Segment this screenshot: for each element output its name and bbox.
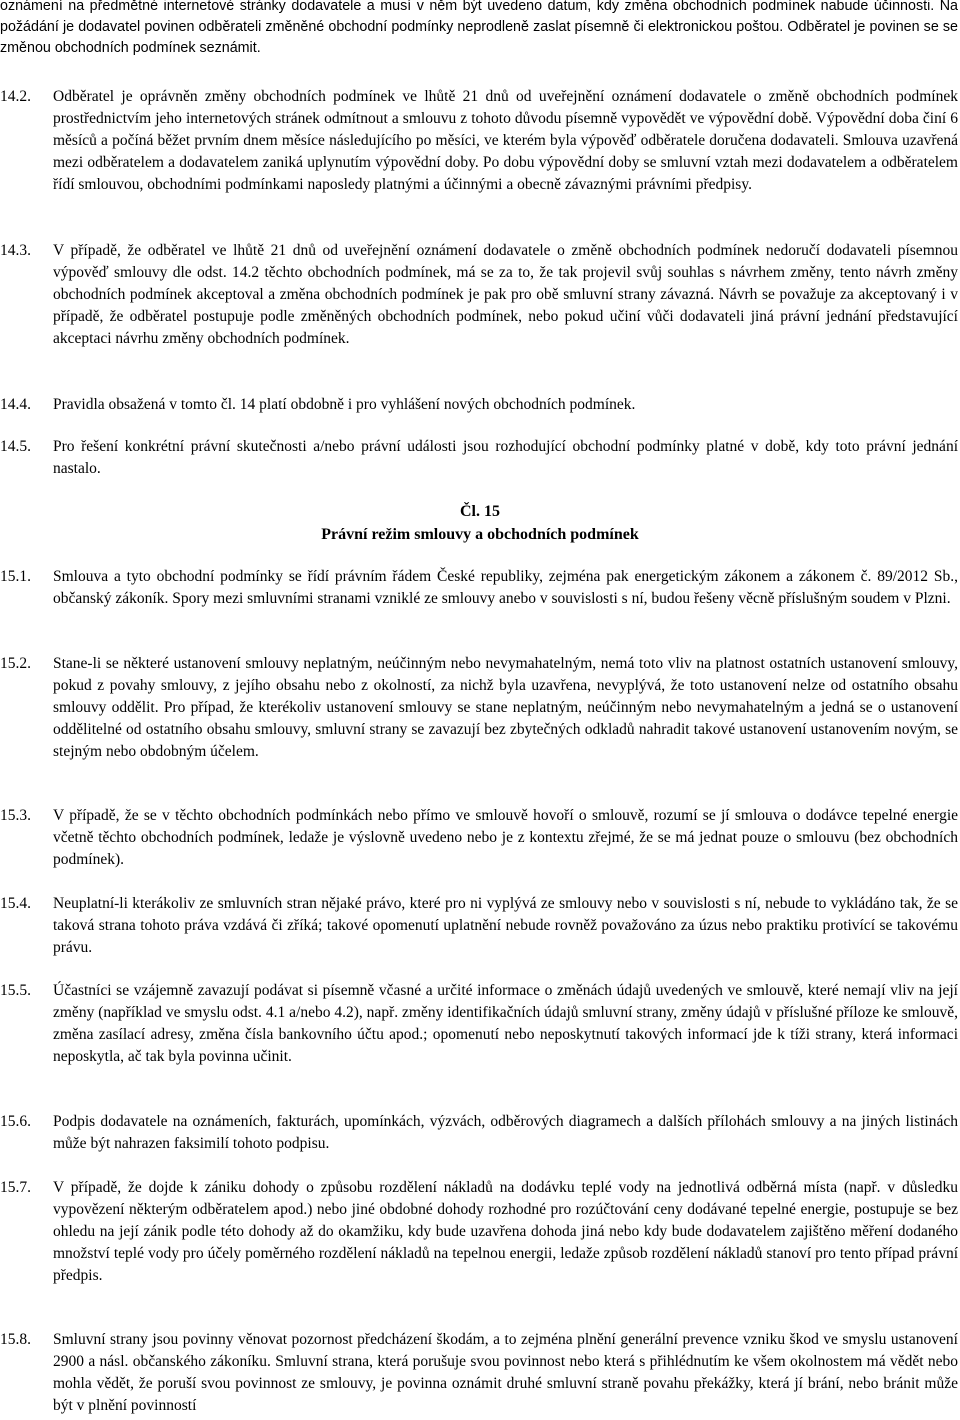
paragraph-text: Smluvní strany jsou povinny věnovat pozornost předcházení škodám, a to zejména plnění generální prevence vzniku škod ve smyslu ustanovení 2900 a násl. občanského zákoníku. Smluvní strana, která porušuje svou povinnost nebo která s přihlédnutím ke všem okolnostem má vědět nebo mohla vědět, že poruší svou povinnost ze smlouvy, je povinna oznámit druhé smluvní straně povahu překážky, která jí brání, nebo bránit může být v plnění povinností [53,1331,958,1414]
paragraph-15-4 [0,893,960,959]
paragraph-text: Neuplatní-li kterákoliv ze smluvních stran nějaké právo, které pro ni vyplývá ze smlouvy nebo v souvislosti s ní, nebude to vykládáno tak, že se taková strana tohoto práva vzdává či zříká; takové opomenutí uplatnění nebude rovněž považováno za úzus nebo praktiku protivící se takovému právu. [53,895,958,956]
paragraph-text: Účastníci se vzájemně zavazují podávat si písemně včasné a určité informace o změnách údajů uvedených ve smlouvě, které nemají vliv na její změny (například ve smyslu odst. 4.1 a/nebo 4.2), např. změny identifikačních údajů smluvní strany, změny údajů v příslušné příloze ke smlouvě, změna zasílací adresy, změna čísla bankovního účtu apod.; opomenutí nebo neposkytnutí takových informací jde k tíži strany, která informaci neposkytla, ač tak byla povinna učinit. [53,982,958,1065]
paragraph-text: V případě, že se v těchto obchodních podmínkách nebo přímo ve smlouvě hovoří o smlouvě, rozumí se jí smlouva o dodávce tepelné energie včetně těchto obchodních podmínek, ledaže je výslovně uvedeno nebo je z kontextu zřejmé, že se má jednat pouze o smlouvu (bez obchodních podmínek). [53,807,958,868]
paragraph-text: Pro řešení konkrétní právní skutečnosti a/nebo právní události jsou rozhodující obchodní podmínky platné v době, kdy toto právní jednání nastalo. [53,438,958,477]
paragraph-number: 15.2. [0,655,31,672]
article-title: Právní režim smlouvy a obchodních podmínek [321,526,639,543]
article-number: Čl. 15 [460,503,500,520]
paragraph-text: Smlouva a tyto obchodní podmínky se řídí právním řádem České republiky, zejména pak energetickým zákonem a zákonem č. 89/2012 Sb., občanský zákoník. Spory mezi smluvními stranami vzniklé ze smlouvy anebo v souvislosti s ní, budou řešeny věcně příslušným soudem v Plzni. [53,568,958,607]
paragraph-15-7 [0,1177,960,1287]
paragraph-number: 14.2. [0,88,31,105]
paragraph-number: 15.8. [0,1331,31,1348]
paragraph-number: 14.3. [0,242,31,259]
paragraph-number: 15.3. [0,807,31,824]
paragraph-15-6 [0,1111,960,1155]
paragraph-15-3 [0,805,960,871]
paragraph-14-2 [0,86,960,196]
paragraph-number: 15.1. [0,568,31,585]
paragraph-number: 15.4. [0,895,31,912]
paragraph-text: Stane-li se některé ustanovení smlouvy neplatným, neúčinným nebo nevymahatelným, nemá toto vliv na platnost ostatních ustanovení smlouvy, pokud z povahy smlouvy, z jejího obsahu nebo z okolností, za nichž byla uzavřena, nevyplývá, že toto ustanovení nelze od ostatního obsahu smlouvy oddělit. Pro případ, že kterékoliv ustanovení smlouvy se stane neplatným, neúčinným nebo nevymahatelným a jedná se o ustanovení oddělitelné od ostatního obsahu smlouvy, smluvní strany se zavazují bez zbytečných odkladů nahradit takové ustanovení ustanovením novým, se stejným nebo obdobným účelem. [53,655,958,760]
paragraph-15-8 [0,1329,960,1417]
paragraph-15-2 [0,653,960,763]
paragraph-15-5 [0,980,960,1068]
paragraph-number: 15.5. [0,982,31,999]
paragraph-14-5 [0,436,960,480]
paragraph-14-4 [0,394,960,416]
paragraph-number: 15.6. [0,1113,31,1130]
paragraph-number: 14.5. [0,438,31,455]
paragraph-text: Podpis dodavatele na oznámeních, fakturách, upomínkách, výzvách, odběrových diagramech a dalších přílohách smlouvy a na jiných listinách může být nahrazen faksimilí tohoto podpisu. [53,1113,958,1152]
paragraph-number: 15.7. [0,1179,31,1196]
paragraph-text: Odběratel je oprávněn změny obchodních podmínek ve lhůtě 21 dnů od uveřejnění oznámení dodavatele o změně obchodních podmínek prostřednictvím jeho internetových stránek odmítnout a smlouvu z tohoto důvodu písemně vypovědět ve výpovědní době. Výpovědní doba činí 6 měsíců a počíná běžet prvním dnem měsíce následujícího po měsíci, ve kterém byla výpověď odběratele doručena dodavateli. Smlouva uzavřená mezi odběratelem a dodavatelem zaniká uplynutím výpovědní doby. Po dobu výpovědní doby se smluvní vztah mezi dodavatelem a odběratelem řídí smlouvou, obchodními podmínkami naposledy platnými a účinnými a obecně závaznými právními předpisy. [53,88,958,193]
paragraph-text: V případě, že odběratel ve lhůtě 21 dnů od uveřejnění oznámení dodavatele o změně obchodních podmínek nedoručí dodavateli písemnou výpověď smlouvy dle odst. 14.2 těchto obchodních podmínek, má se za to, že tak projevil svůj souhlas s návrhem změny, tento návrh změny obchodních podmínek akceptoval a změna obchodních podmínek je pak pro obě smluvní strany závazná. Návrh se považuje za akceptovaný i v případě, že odběratel postupuje podle změněných obchodních podmínek, nebo pokud učiní vůči dodavateli jiná právní jednání představující akceptaci návrhu změny obchodních podmínek. [53,242,958,347]
paragraph-14-3 [0,240,960,350]
paragraph-text: V případě, že dojde k zániku dohody o způsobu rozdělení nákladů na dodávku teplé vody na jednotlivá odběrná místa (např. v důsledku vypovězení některým odběratelem apod.) nebo jiné obdobné dohody rozhodné pro rozúčtování ceny dodávané tepelné energie, postupuje se bez ohledu na její zánik podle této dohody až do okamžiku, kdy bude uzavřena dohoda jiná nebo kdy bude dodavatelem zajištěno měření dodaného množství teplé vody pro účely poměrného rozdělení nákladů na tepelnou energii, ledaže způsob rozdělení nákladů stanoví pro tento případ právní předpis. [53,1179,958,1284]
top-paragraph: oznámení na předmětné internetové stránky dodavatele a musí v něm být uvedeno datum, kdy změna obchodních podmínek nabude účinnosti. Na požádání je dodavatel povinen odběrateli změněné obchodní podmínky neprodleně zaslat písemně či elektronickou poštou. Odběratel je povinen se se změnou obchodních podmínek seznámit. [0,0,958,56]
paragraph-15-1 [0,566,960,610]
paragraph-number: 14.4. [0,396,31,413]
paragraph-text: Pravidla obsažená v tomto čl. 14 platí obdobně i pro vyhlášení nových obchodních podmínek. [53,396,636,413]
